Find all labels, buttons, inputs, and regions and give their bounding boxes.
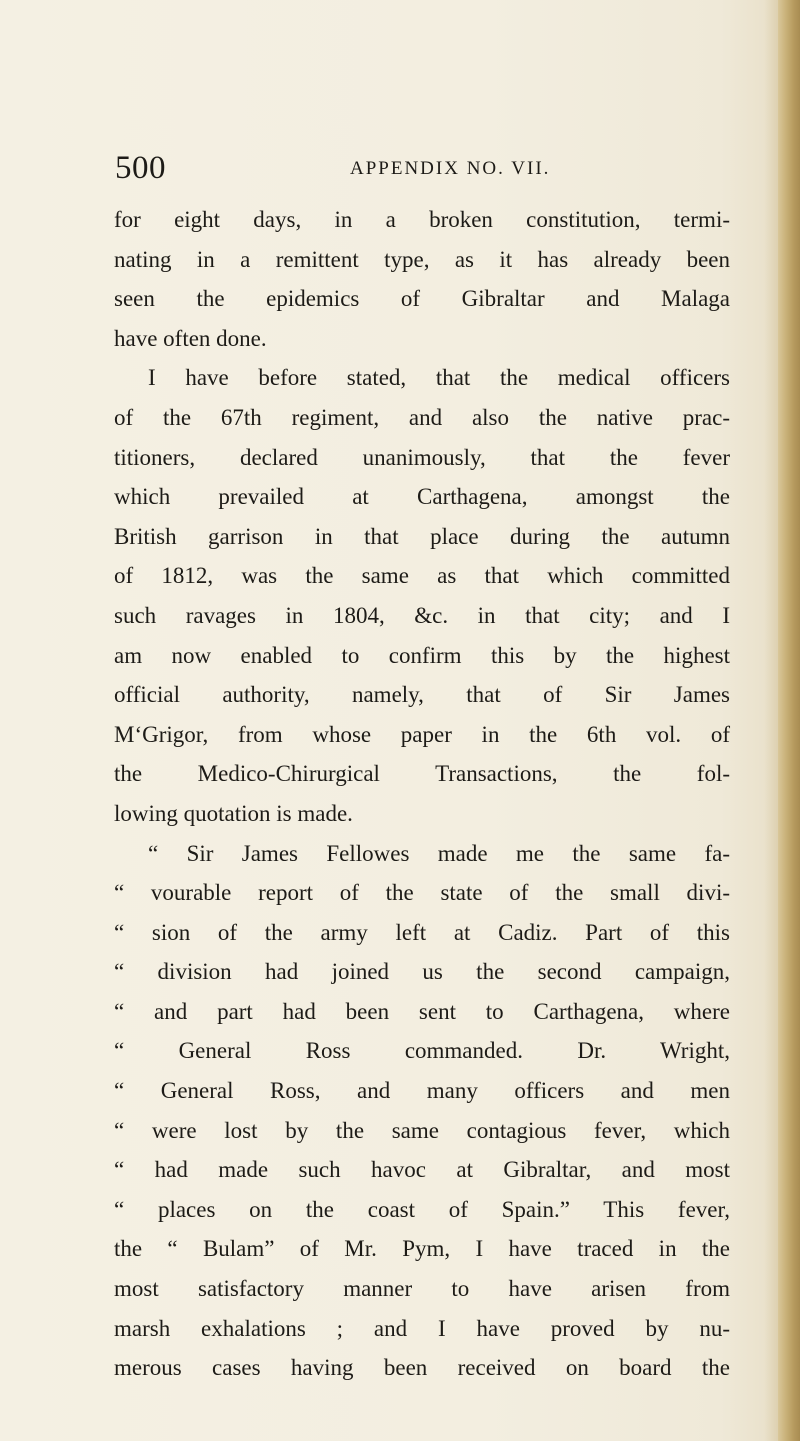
quote-line: “ sion of the army left at Cadiz. Part of this — [114, 919, 730, 945]
text-line: official authority, namely, that of Sir James — [114, 682, 730, 708]
text-line: for eight days, in a broken constitution, termi- — [114, 207, 730, 232]
quote-line: “ Sir James Fellowes made me the same fa- — [148, 840, 730, 866]
text-line: have often done. — [114, 325, 267, 351]
book-binding-edge — [778, 0, 800, 1441]
text-line: the Medico-Chirurgical Transactions, the fol- — [114, 761, 730, 787]
quote-line: “ General Ross, and many officers and men — [114, 1078, 730, 1104]
page-edge-shadow — [764, 0, 778, 1441]
quote-line: “ had made such havoc at Gibraltar, and most — [114, 1157, 730, 1183]
text-line: such ravages in 1804, &c. in that city; and I — [114, 602, 730, 628]
running-head: APPENDIX NO. VII. — [350, 158, 551, 179]
text-line: seen the epidemics of Gibraltar and Malaga — [114, 286, 730, 312]
text-line: which prevailed at Carthagena, amongst the — [114, 484, 730, 510]
text-line: nating in a remittent type, as it has already been — [114, 246, 730, 272]
page-header — [115, 148, 755, 188]
text-line: lowing quotation is made. — [114, 800, 353, 826]
text-line: most satisfactory manner to have arisen from — [114, 1276, 730, 1302]
text-line: am now enabled to confirm this by the highest — [114, 642, 730, 668]
text-line: British garrison in that place during the autumn — [114, 523, 730, 549]
quote-line: “ General Ross commanded. Dr. Wright, — [114, 1038, 730, 1064]
quote-line: “ places on the coast of Spain.” This fever, — [114, 1196, 730, 1222]
text-line: the “ Bulam” of Mr. Pym, I have traced in the — [114, 1236, 730, 1262]
text-line: of the 67th regiment, and also the native prac- — [114, 404, 730, 430]
text-line: of 1812, was the same as that which committed — [114, 563, 730, 589]
text-line: merous cases having been received on board the — [114, 1355, 730, 1381]
body-text — [114, 200, 730, 1388]
text-line: M‘Grigor, from whose paper in the 6th vol. of — [114, 721, 730, 747]
quote-line: “ and part had been sent to Carthagena, where — [114, 998, 730, 1024]
text-line: I have before stated, that the medical officers — [148, 365, 730, 391]
quote-line: “ division had joined us the second campaign, — [114, 959, 730, 985]
text-line: marsh exhalations ; and I have proved by nu- — [114, 1315, 730, 1341]
quote-line: “ vourable report of the state of the small divi- — [114, 880, 730, 906]
page-number: 500 — [115, 150, 166, 186]
text-line: titioners, declared unanimously, that the fever — [114, 444, 730, 470]
quote-line: “ were lost by the same contagious fever, which — [114, 1117, 730, 1143]
